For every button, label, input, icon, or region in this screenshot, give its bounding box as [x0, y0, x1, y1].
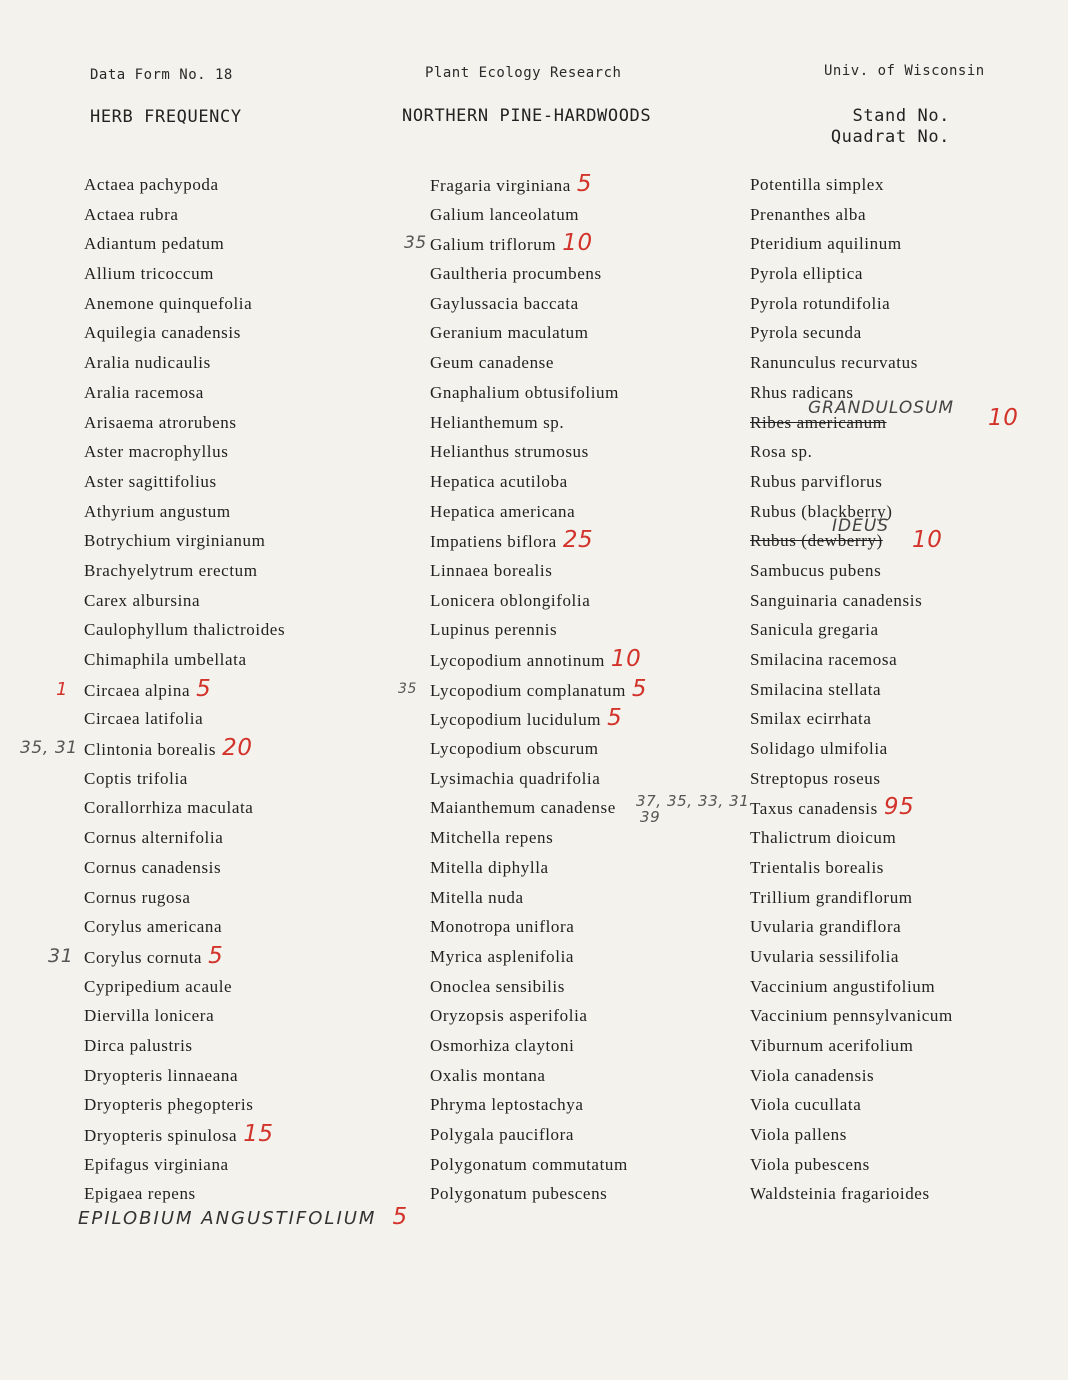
frequency-annotation: 5 — [208, 942, 224, 969]
species-row: Geranium maculatum — [430, 323, 589, 343]
species-column-middle — [398, 170, 750, 1209]
species-row: Waldsteinia fragarioides — [750, 1184, 930, 1204]
species-row: Rubus (dewberry) IDEUS 10 — [750, 526, 953, 556]
species-row: Actaea pachypoda — [84, 175, 219, 194]
species-row: Aralia racemosa — [84, 382, 204, 402]
frequency-annotation: 5 — [392, 1204, 410, 1230]
species-row: Helianthemum sp. — [430, 412, 565, 432]
species-row: Lysimachia quadrifolia — [430, 768, 601, 788]
species-row: Dirca palustris — [84, 1035, 193, 1055]
species-row: Solidago ulmifolia — [750, 739, 888, 759]
species-row: Polygala pauciflora — [430, 1125, 575, 1144]
species-row: Ribes americanum GRANDULOSUM 10 — [750, 408, 953, 438]
quadrat-annotation: 31 — [48, 944, 74, 967]
stand-label: Stand No. — [852, 106, 950, 126]
quadrat-annotation: 35 — [404, 233, 427, 254]
species-row: Viola canadensis — [750, 1065, 875, 1085]
species-row: Carex albursina — [84, 590, 201, 610]
species-row: Rosa sp. — [750, 442, 813, 462]
species-row: Smilacina stellata — [750, 679, 882, 699]
quadrat-annotation: 35 — [398, 680, 418, 697]
species-row: Allium tricoccum — [84, 264, 214, 284]
species-row: Pyrola secunda — [750, 323, 862, 343]
species-row: Polygonatum pubescens — [430, 1184, 608, 1204]
species-row: Aster macrophyllus — [84, 442, 229, 462]
frequency-annotation: 95 — [883, 794, 915, 821]
species-row: Sanguinaria canadensis — [750, 590, 923, 610]
species-row: 35 Lycopodium complanatum 5 — [430, 675, 647, 705]
species-row: Cornus alternifolia — [84, 828, 224, 848]
species-row: Rhus radicans — [750, 382, 854, 402]
species-row: Prenanthes alba — [750, 204, 867, 224]
quadrat-annotation: 37, 35, 33, 31 — [636, 792, 750, 811]
species-row: Pyrola elliptica — [750, 264, 863, 284]
frequency-annotation: 5 — [607, 705, 623, 732]
species-row: Oxalis montana — [430, 1065, 546, 1085]
stand-quadrat-block — [820, 106, 950, 148]
handwritten-correction: GRANDULOSUM — [808, 397, 955, 418]
species-row: Dryopteris linnaeana — [84, 1065, 239, 1085]
species-row: Polygonatum commutatum — [430, 1154, 628, 1174]
species-row: Gaylussacia baccata — [430, 293, 579, 313]
species-row: Cornus rugosa — [84, 887, 191, 907]
frequency-annotation: 5 — [576, 171, 593, 197]
species-row: Viola cucullata — [750, 1095, 862, 1115]
program-name: Plant Ecology Research — [425, 65, 622, 81]
species-row: Viburnum acerifolium — [750, 1035, 914, 1055]
species-row: Corylus americana — [84, 917, 223, 937]
species-row: Circaea latifolia — [84, 709, 204, 729]
species-row: Mitella diphylla — [430, 857, 549, 877]
species-row: Trientalis borealis — [750, 857, 885, 877]
species-row: Athyrium angustum — [84, 501, 231, 521]
species-row: Lycopodium obscurum — [430, 739, 599, 759]
species-row: Lonicera oblongifolia — [430, 590, 591, 610]
species-row: Viola pallens — [750, 1125, 847, 1144]
species-row: Lycopodium lucidulum 5 — [430, 705, 623, 732]
species-row: Coptis trifolia — [84, 768, 188, 788]
quadrat-label: Quadrat No. — [830, 127, 950, 147]
species-row: Uvularia sessilifolia — [750, 946, 900, 966]
species-row: 1 Circaea alpina 5 — [84, 675, 285, 705]
species-row: Dryopteris phegopteris — [84, 1095, 254, 1115]
species-column-right — [750, 170, 1019, 1209]
species-row: 31 Corylus cornuta 5 — [84, 942, 285, 972]
species-row: Osmorhiza claytoni — [430, 1035, 575, 1055]
frequency-annotation: 20 — [222, 735, 253, 762]
species-row: Sanicula gregaria — [750, 620, 879, 640]
species-row: Corallorrhiza maculata — [84, 798, 254, 818]
species-row: Galium lanceolatum — [430, 204, 580, 224]
species-row: Caulophyllum thalictroides — [84, 620, 286, 640]
species-row: Potentilla simplex — [750, 175, 885, 194]
university-name: Univ. of Wisconsin — [824, 63, 985, 79]
species-row: Anemone quinquefolia — [84, 293, 253, 313]
frequency-annotation: 10 — [562, 230, 593, 257]
species-row: Pyrola rotundifolia — [750, 293, 891, 313]
species-row: Epigaea repens — [84, 1184, 196, 1204]
form-title: HERB FREQUENCY — [90, 107, 242, 127]
species-row: Arisaema atrorubens — [84, 412, 237, 432]
community-title: NORTHERN PINE-HARDWOODS — [402, 106, 652, 126]
species-row: Impatiens biflora 25 — [430, 527, 594, 554]
frequency-annotation: 5 — [631, 675, 648, 702]
species-row: Phryma leptostachya — [430, 1095, 584, 1115]
handwritten-correction: IDEUS — [832, 516, 890, 537]
species-column-left — [20, 170, 286, 1209]
handwritten-extra-species: EPILOBIUM ANGUSTIFOLIUM 5 — [78, 1204, 410, 1230]
frequency-annotation: 10 — [912, 527, 943, 554]
frequency-annotation: 10 — [988, 404, 1019, 431]
species-row: Botrychium virginianum — [84, 531, 266, 551]
species-row: Onoclea sensibilis — [430, 976, 565, 996]
species-row: Diervilla lonicera — [84, 1006, 215, 1026]
frequency-annotation: 10 — [610, 646, 642, 672]
species-row: Monotropa uniflora — [430, 917, 575, 937]
species-row: Helianthus strumosus — [430, 442, 589, 462]
species-row: Mitella nuda — [430, 887, 524, 907]
frequency-annotation: 5 — [196, 675, 212, 702]
species-row: Fragaria virginiana 5 — [430, 171, 593, 197]
species-row: Lupinus perennis — [430, 620, 558, 640]
species-row: Myrica asplenifolia — [430, 946, 575, 966]
species-row: Cypripedium acaule — [84, 976, 233, 996]
species-row: Rubus (blackberry) — [750, 501, 893, 521]
species-row: Adiantum pedatum — [84, 234, 225, 254]
species-row: Taxus canadensis 95 — [750, 794, 915, 821]
species-row: Smilacina racemosa — [750, 650, 898, 669]
quadrat-annotation: 35, 31 — [20, 738, 78, 759]
species-row: Gnaphalium obtusifolium — [430, 382, 619, 402]
species-row: Geum canadense — [430, 353, 555, 373]
species-row: Linnaea borealis — [430, 560, 553, 580]
species-row: Sambucus pubens — [750, 560, 882, 580]
species-row: Smilax ecirrhata — [750, 709, 872, 729]
species-row: Epifagus virginiana — [84, 1154, 229, 1174]
species-row: Streptopus roseus — [750, 768, 881, 788]
species-row: Gaultheria procumbens — [430, 264, 602, 284]
species-row: Aster sagittifolius — [84, 471, 217, 491]
frequency-annotation: 25 — [562, 527, 594, 554]
species-row: Ranunculus recurvatus — [750, 353, 918, 373]
species-row: Uvularia grandiflora — [750, 917, 902, 937]
species-row: Actaea rubra — [84, 204, 179, 224]
species-row: Rubus parviflorus — [750, 471, 883, 491]
species-row: Aquilegia canadensis — [84, 323, 241, 343]
species-row: Lycopodium annotinum 10 — [430, 646, 642, 672]
quadrat-annotation: 39 — [640, 808, 661, 827]
species-row: Pteridium aquilinum — [750, 234, 902, 254]
species-row: Chimaphila umbellata — [84, 650, 247, 669]
frequency-annotation: 15 — [243, 1121, 274, 1147]
species-row: Viola pubescens — [750, 1154, 870, 1174]
form-number: Data Form No. 18 — [90, 67, 233, 83]
species-row: Aralia nudicaulis — [84, 353, 211, 373]
quadrat-annotation: 1 — [56, 678, 69, 700]
species-row: Thalictrum dioicum — [750, 828, 897, 848]
species-row: Hepatica americana — [430, 501, 576, 521]
species-row: Cornus canadensis — [84, 857, 222, 877]
species-row: Hepatica acutiloba — [430, 471, 568, 491]
species-row: Mitchella repens — [430, 828, 554, 848]
species-row: Vaccinium pennsylvanicum — [750, 1006, 953, 1026]
species-row: Oryzopsis asperifolia — [430, 1006, 588, 1026]
species-row: Brachyelytrum erectum — [84, 560, 258, 580]
species-row: Maianthemum canadense 37, 35, 33, 31 39 — [430, 793, 647, 823]
species-row: 35, 31 Clintonia borealis 20 — [84, 734, 285, 764]
species-row: Trillium grandiflorum — [750, 887, 913, 907]
species-row: Dryopteris spinulosa 15 — [84, 1121, 274, 1147]
species-row: 35 Galium triflorum 10 — [430, 229, 647, 259]
species-row: Vaccinium angustifolium — [750, 976, 936, 996]
